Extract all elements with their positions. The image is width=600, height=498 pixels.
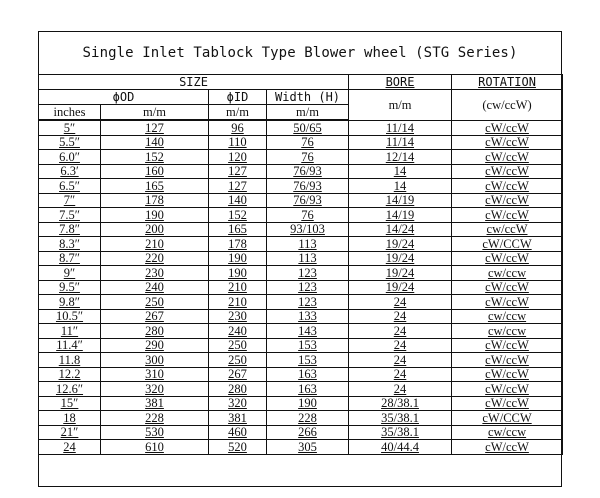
cell-id: 520 xyxy=(209,440,267,455)
table-row xyxy=(39,193,563,208)
cell-width: 153 xyxy=(267,353,349,368)
cell-rotation: cW/ccW xyxy=(452,353,563,368)
cell-id: 96 xyxy=(209,121,267,136)
cell-id: 240 xyxy=(209,324,267,339)
cell-bore: 12/14 xyxy=(349,150,452,165)
cell-id: 110 xyxy=(209,135,267,150)
cell-width: 123 xyxy=(267,280,349,295)
table-row xyxy=(39,179,563,194)
od-header: ϕOD xyxy=(39,90,209,105)
table-row xyxy=(39,440,563,455)
cell-rotation: cw/ccw xyxy=(452,266,563,281)
cell-id: 210 xyxy=(209,295,267,310)
cell-inches: 10.5″ xyxy=(39,309,101,324)
table-row xyxy=(39,208,563,223)
cell-rotation: cW/CCW xyxy=(452,237,563,252)
cell-rotation: cw/ccw xyxy=(452,309,563,324)
cell-inches: 24 xyxy=(39,440,101,455)
cell-bore: 19/24 xyxy=(349,237,452,252)
cell-bore: 14/19 xyxy=(349,193,452,208)
table-row xyxy=(39,150,563,165)
inches-header: inches xyxy=(39,105,101,120)
cell-id: 127 xyxy=(209,164,267,179)
cell-width: 113 xyxy=(267,237,349,252)
cell-rotation: cW/ccW xyxy=(452,164,563,179)
cell-rotation: cW/ccW xyxy=(452,135,563,150)
cell-od: 152 xyxy=(101,150,209,165)
cell-rotation: cw/ccw xyxy=(452,425,563,440)
cell-id: 460 xyxy=(209,425,267,440)
cell-rotation: cw/ccW xyxy=(452,222,563,237)
cell-id: 165 xyxy=(209,222,267,237)
cell-width: 76/93 xyxy=(267,179,349,194)
cell-rotation: cW/ccW xyxy=(452,251,563,266)
cell-od: 210 xyxy=(101,237,209,252)
cell-bore: 24 xyxy=(349,353,452,368)
cell-inches: 9.8″ xyxy=(39,295,101,310)
table-row xyxy=(39,382,563,397)
cell-inches: 6.0″ xyxy=(39,150,101,165)
cell-od: 610 xyxy=(101,440,209,455)
cell-width: 133 xyxy=(267,309,349,324)
cell-id: 267 xyxy=(209,367,267,382)
cell-inches: 9.5″ xyxy=(39,280,101,295)
od-unit: m/m xyxy=(101,105,209,120)
table-row xyxy=(39,222,563,237)
cell-id: 381 xyxy=(209,411,267,426)
cell-rotation: cW/ccW xyxy=(452,338,563,353)
cell-width: 228 xyxy=(267,411,349,426)
cell-id: 190 xyxy=(209,251,267,266)
cell-rotation: cW/CCW xyxy=(452,411,563,426)
cell-width: 76 xyxy=(267,135,349,150)
cell-od: 381 xyxy=(101,396,209,411)
table-row xyxy=(39,295,563,310)
cell-id: 120 xyxy=(209,150,267,165)
table-row xyxy=(39,425,563,440)
cell-inches: 21″ xyxy=(39,425,101,440)
cell-width: 50/65 xyxy=(267,121,349,136)
cell-bore: 19/24 xyxy=(349,266,452,281)
table-row xyxy=(39,324,563,339)
cell-id: 152 xyxy=(209,208,267,223)
cell-inches: 7.5″ xyxy=(39,208,101,223)
cell-bore: 35/38.1 xyxy=(349,425,452,440)
cell-bore: 11/14 xyxy=(349,121,452,136)
cell-rotation: cW/ccW xyxy=(452,295,563,310)
cell-id: 140 xyxy=(209,193,267,208)
table-row xyxy=(39,121,563,136)
cell-rotation: cw/ccw xyxy=(452,324,563,339)
cell-bore: 24 xyxy=(349,295,452,310)
cell-od: 530 xyxy=(101,425,209,440)
spec-table-body xyxy=(39,121,563,455)
size-header: SIZE xyxy=(39,75,349,90)
cell-od: 220 xyxy=(101,251,209,266)
table-row xyxy=(39,309,563,324)
table-row xyxy=(39,367,563,382)
cell-od: 310 xyxy=(101,367,209,382)
cell-od: 140 xyxy=(101,135,209,150)
cell-rotation: cW/ccW xyxy=(452,440,563,455)
cell-inches: 9″ xyxy=(39,266,101,281)
cell-id: 210 xyxy=(209,280,267,295)
cell-rotation: cW/ccW xyxy=(452,179,563,194)
cell-od: 160 xyxy=(101,164,209,179)
cell-od: 290 xyxy=(101,338,209,353)
cell-bore: 19/24 xyxy=(349,251,452,266)
cell-id: 178 xyxy=(209,237,267,252)
document-title: Single Inlet Tablock Type Blower wheel (STG Series) xyxy=(82,45,518,61)
cell-od: 127 xyxy=(101,121,209,136)
cell-id: 320 xyxy=(209,396,267,411)
cell-bore: 14/19 xyxy=(349,208,452,223)
spec-sheet xyxy=(38,31,562,487)
cell-bore: 14/24 xyxy=(349,222,452,237)
cell-od: 267 xyxy=(101,309,209,324)
cell-rotation: cW/ccW xyxy=(452,208,563,223)
table-row xyxy=(39,411,563,426)
cell-od: 200 xyxy=(101,222,209,237)
cell-inches: 5″ xyxy=(39,121,101,136)
cell-id: 190 xyxy=(209,266,267,281)
cell-bore: 24 xyxy=(349,338,452,353)
cell-od: 178 xyxy=(101,193,209,208)
cell-bore: 28/38.1 xyxy=(349,396,452,411)
cell-rotation: cW/ccW xyxy=(452,150,563,165)
cell-width: 76/93 xyxy=(267,164,349,179)
cell-bore: 35/38.1 xyxy=(349,411,452,426)
cell-rotation: cW/ccW xyxy=(452,367,563,382)
table-row xyxy=(39,338,563,353)
cell-od: 228 xyxy=(101,411,209,426)
table-row xyxy=(39,135,563,150)
cell-width: 163 xyxy=(267,367,349,382)
id-unit: m/m xyxy=(209,105,267,120)
cell-inches: 12.2 xyxy=(39,367,101,382)
width-unit: m/m xyxy=(267,105,349,120)
cell-inches: 11″ xyxy=(39,324,101,339)
cell-bore: 40/44.4 xyxy=(349,440,452,455)
cell-inches: 15″ xyxy=(39,396,101,411)
cell-width: 153 xyxy=(267,338,349,353)
cell-inches: 11.8 xyxy=(39,353,101,368)
cell-inches: 6.3′ xyxy=(39,164,101,179)
cell-inches: 8.3″ xyxy=(39,237,101,252)
rotation-unit: (cw/ccW) xyxy=(452,90,563,121)
cell-width: 143 xyxy=(267,324,349,339)
cell-bore: 11/14 xyxy=(349,135,452,150)
rotation-header: ROTATION xyxy=(452,75,563,90)
cell-bore: 24 xyxy=(349,382,452,397)
table-row xyxy=(39,280,563,295)
table-row xyxy=(39,266,563,281)
cell-inches: 7.8″ xyxy=(39,222,101,237)
cell-od: 190 xyxy=(101,208,209,223)
cell-id: 250 xyxy=(209,338,267,353)
cell-width: 305 xyxy=(267,440,349,455)
cell-od: 280 xyxy=(101,324,209,339)
cell-inches: 5.5″ xyxy=(39,135,101,150)
cell-od: 165 xyxy=(101,179,209,194)
cell-id: 127 xyxy=(209,179,267,194)
cell-od: 240 xyxy=(101,280,209,295)
table-row xyxy=(39,251,563,266)
cell-inches: 7″ xyxy=(39,193,101,208)
cell-width: 190 xyxy=(267,396,349,411)
cell-rotation: cW/ccW xyxy=(452,382,563,397)
cell-width: 113 xyxy=(267,251,349,266)
cell-width: 76 xyxy=(267,150,349,165)
cell-bore: 24 xyxy=(349,367,452,382)
bore-unit: m/m xyxy=(349,90,452,121)
cell-rotation: cW/ccW xyxy=(452,280,563,295)
cell-bore: 14 xyxy=(349,179,452,194)
cell-width: 76/93 xyxy=(267,193,349,208)
cell-bore: 19/24 xyxy=(349,280,452,295)
cell-rotation: cW/ccW xyxy=(452,121,563,136)
cell-inches: 8.7″ xyxy=(39,251,101,266)
cell-od: 300 xyxy=(101,353,209,368)
cell-inches: 11.4″ xyxy=(39,338,101,353)
cell-width: 123 xyxy=(267,295,349,310)
cell-inches: 12.6″ xyxy=(39,382,101,397)
cell-bore: 14 xyxy=(349,164,452,179)
bore-header: BORE xyxy=(349,75,452,90)
table-row xyxy=(39,396,563,411)
cell-inches: 6.5″ xyxy=(39,179,101,194)
width-header: Width (H) xyxy=(267,90,349,105)
cell-id: 280 xyxy=(209,382,267,397)
cell-rotation: cW/ccW xyxy=(452,193,563,208)
cell-width: 76 xyxy=(267,208,349,223)
id-header: ϕID xyxy=(209,90,267,105)
cell-inches: 18 xyxy=(39,411,101,426)
cell-od: 250 xyxy=(101,295,209,310)
table-row xyxy=(39,164,563,179)
cell-id: 230 xyxy=(209,309,267,324)
spec-table xyxy=(38,74,563,455)
cell-od: 320 xyxy=(101,382,209,397)
cell-od: 230 xyxy=(101,266,209,281)
cell-bore: 24 xyxy=(349,324,452,339)
cell-width: 163 xyxy=(267,382,349,397)
cell-id: 250 xyxy=(209,353,267,368)
table-row xyxy=(39,237,563,252)
cell-bore: 24 xyxy=(349,309,452,324)
cell-width: 93/103 xyxy=(267,222,349,237)
table-row xyxy=(39,353,563,368)
cell-width: 123 xyxy=(267,266,349,281)
cell-rotation: cW/ccW xyxy=(452,396,563,411)
cell-width: 266 xyxy=(267,425,349,440)
